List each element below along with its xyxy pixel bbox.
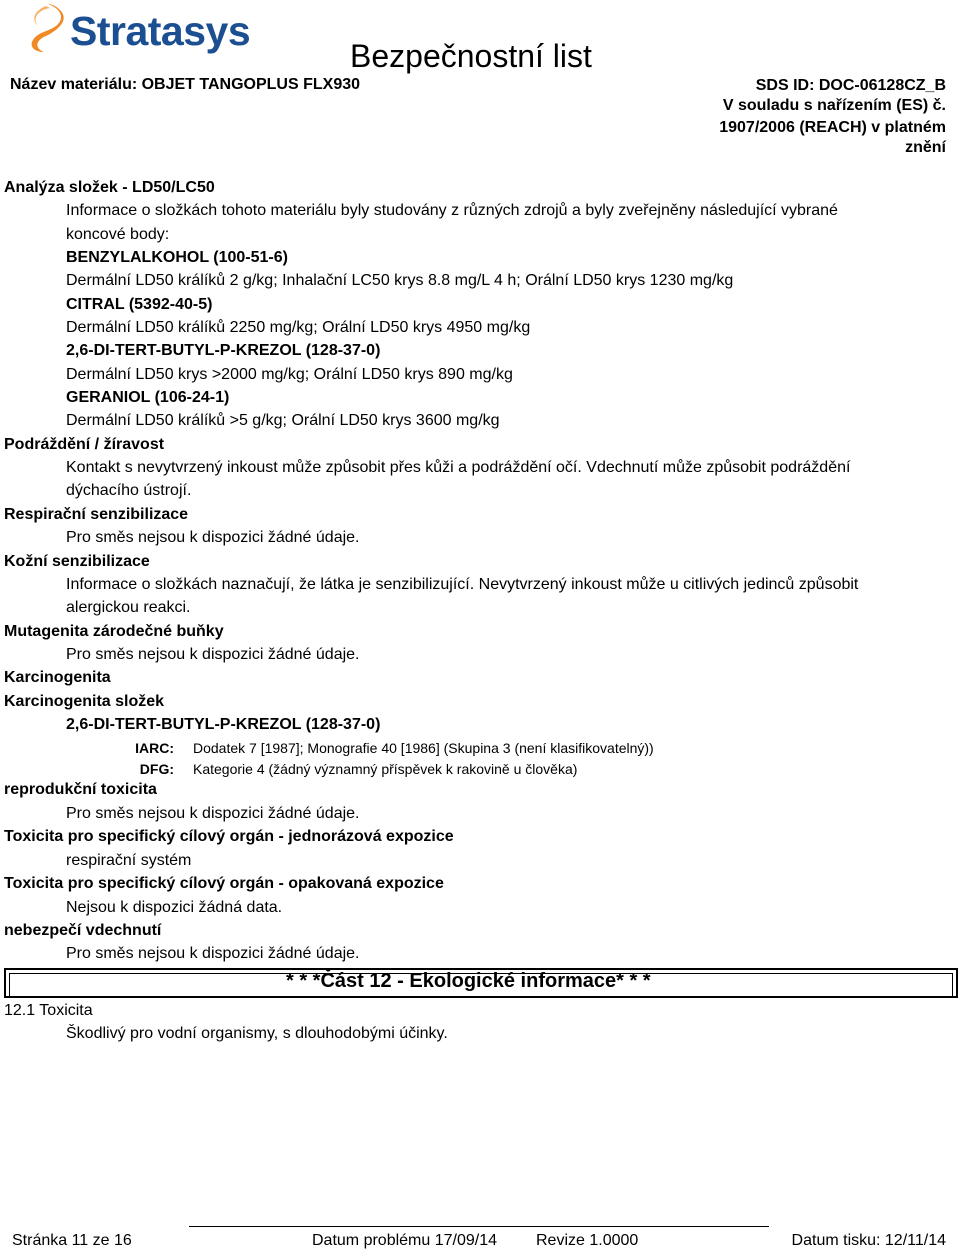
sds-id: SDS ID: DOC-06128CZ_B — [755, 77, 946, 94]
irritation-text-line1: Kontakt s nevytvrzený inkoust může způsobit přes kůži a podráždění očí. Vdechnutí může způsobit podráždění — [66, 459, 851, 476]
aspiration-hazard-text: Pro směs nejsou k dispozici žádné údaje. — [66, 945, 360, 962]
revision: Revize 1.0000 — [536, 1232, 639, 1249]
material-name: Název materiálu: OBJET TANGOPLUS FLX930 — [10, 76, 361, 93]
page-number: Stránka 11 ze 16 — [12, 1232, 132, 1249]
footer-divider — [189, 1226, 769, 1227]
component-name: GERANIOL (106-24-1) — [66, 389, 230, 406]
carcinogenicity-components-heading: Karcinogenita složek — [4, 693, 165, 710]
brand-name: Stratasys — [70, 8, 251, 54]
resp-sensitization-text: Pro směs nejsou k dispozici žádné údaje. — [66, 529, 360, 546]
component-data: Dermální LD50 krys >2000 mg/kg; Orální LD50 krys 890 mg/kg — [66, 366, 513, 383]
document-title: Bezpečnostní list — [350, 38, 592, 74]
aspiration-hazard-heading: nebezpečí vdechnutí — [4, 922, 162, 939]
compliance-line-1: V souladu s nařízením (ES) č. — [722, 97, 946, 114]
component-name: BENZYLALKOHOL (100-51-6) — [66, 249, 288, 266]
mutagenicity-heading: Mutagenita zárodečné buňky — [4, 623, 224, 640]
compliance-line-2: 1907/2006 (REACH) v platném — [719, 119, 946, 136]
issue-date: Datum problému 17/09/14 — [312, 1232, 497, 1249]
dfg-value: Kategorie 4 (žádný významný příspěvek k rakovině u člověka) — [193, 761, 578, 777]
stot-repeated-text: Nejsou k dispozici žádná data. — [66, 899, 283, 916]
skin-sensitization-line2: alergickou reakci. — [66, 599, 191, 616]
irritation-text-line2: dýchacího ústrojí. — [66, 482, 192, 499]
skin-sensitization-line1: Informace o složkách naznačují, že látka je senzibilizující. Nevytvrzený inkoust může u citlivých jedinců způsobit — [66, 576, 859, 593]
resp-sensitization-heading: Respirační senzibilizace — [4, 506, 189, 523]
stot-single-text: respirační systém — [66, 852, 192, 869]
stot-repeated-heading: Toxicita pro specifický cílový orgán - opakovaná expozice — [4, 875, 444, 892]
toxicity-heading: 12.1 Toxicita — [4, 1002, 93, 1019]
iarc-value: Dodatek 7 [1987]; Monografie 40 [1986] (Skupina 3 (není klasifikovatelný)) — [193, 740, 654, 756]
iarc-label: IARC: — [135, 740, 174, 756]
carcinogenicity-heading: Karcinogenita — [4, 669, 111, 686]
print-date: Datum tisku: 12/11/14 — [791, 1232, 946, 1249]
ld50-intro-line1: Informace o složkách tohoto materiálu byly studovány z různých zdrojů a byly zveřejněny následující vybrané — [66, 202, 838, 219]
dfg-label: DFG: — [139, 761, 174, 777]
mutagenicity-text: Pro směs nejsou k dispozici žádné údaje. — [66, 646, 360, 663]
ld50-intro-line2: koncové body: — [66, 226, 170, 243]
component-name: 2,6-DI-TERT-BUTYL-P-KREZOL (128-37-0) — [66, 716, 381, 733]
toxicity-text: Škodlivý pro vodní organismy, s dlouhodobými účinky. — [66, 1025, 448, 1042]
section-12-title: * * *Část 12 - Ekologické informace* * * — [286, 970, 651, 992]
ld50-heading: Analýza složek - LD50/LC50 — [4, 179, 215, 196]
irritation-heading: Podráždění / žíravost — [4, 436, 165, 453]
reproductive-toxicity-heading: reprodukční toxicita — [4, 781, 157, 798]
component-name: CITRAL (5392-40-5) — [66, 296, 213, 313]
component-data: Dermální LD50 králíků 2 g/kg; Inhalační LC50 krys 8.8 mg/L 4 h; Orální LD50 krys 1230 mg/kg — [66, 272, 734, 289]
component-data: Dermální LD50 králíků >5 g/kg; Orální LD50 krys 3600 mg/kg — [66, 412, 500, 429]
stratasys-logo-icon — [26, 2, 72, 54]
component-name: 2,6-DI-TERT-BUTYL-P-KREZOL (128-37-0) — [66, 342, 381, 359]
skin-sensitization-heading: Kožní senzibilizace — [4, 553, 150, 570]
stot-single-heading: Toxicita pro specifický cílový orgán - jednorázová expozice — [4, 828, 454, 845]
component-data: Dermální LD50 králíků 2250 mg/kg; Orální LD50 krys 4950 mg/kg — [66, 319, 531, 336]
compliance-line-3: znění — [905, 139, 946, 156]
reproductive-toxicity-text: Pro směs nejsou k dispozici žádné údaje. — [66, 805, 360, 822]
